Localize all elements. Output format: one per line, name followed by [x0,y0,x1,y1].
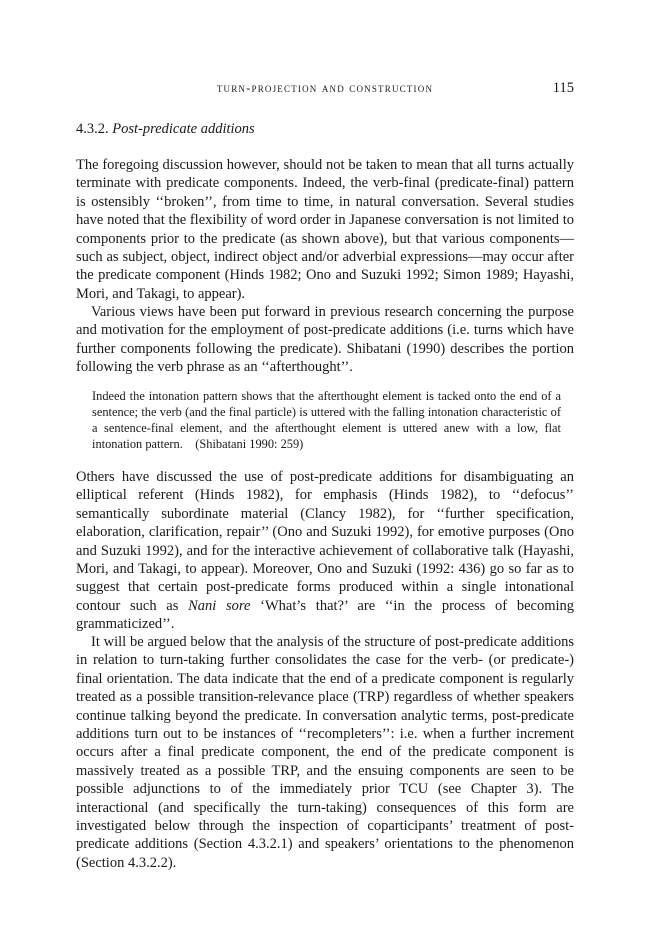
paragraph-4: It will be argued below that the analysis of the structure of post-predicate additions in relation to turn-taking further consolidates the case for the verb- (or predicate-) final orientation. The data indicate that the end of a predicate component is regularly treated as a possible transition-relevance place (TRP) regardless of whether speakers continue talking beyond the predicate. In conversation analytic terms, post-predicate additions turn out to be instances of ‘‘recompleters’’: i.e. when a further increment occurs after a final predicate component, the end of the predicate component is massively treated as a possible TRP, and the ensuing components are seen to be possible adjunctions to of the immediately prior TCU (see Chapter 3). The interactional (and specifically the turn-taking) consequences of this form are investigated below through the inspection of coparticipants’ treatment of post-predicate additions (Section 4.3.2.1) and speakers’ orientations to the phenomenon (Section 4.3.2.2). [76,634,574,871]
section-heading [76,120,255,138]
section-title: Post-predicate additions [112,121,255,137]
paragraph-2: Various views have been put forward in previous research concerning the purpose and motivation for the employment of post-predicate additions (i.e. turns which have further components following the predicate). Shibatani (1990) describes the portion following the verb phrase as an ‘‘afterthought’’. [76,304,574,376]
paragraph-3 [76,468,574,634]
paragraph-3-example: Nani sore [188,597,251,614]
running-head-title: turn-projection and construction [216,81,434,95]
block-quote [92,388,561,452]
section-number: 4.3.2. [76,121,109,137]
paragraph-1: The foregoing discussion however, should not be taken to mean that all turns actually terminate with predicate components. Indeed, the verb-final (predicate-final) pattern is ostensibly ‘‘broken’’, from time to time, in natural conversation. Several studies have noted that the flexibility of word order in Japanese conversation is not limited to components prior to the predicate (as shown above), but that various components—such as subject, object, indirect object and/or adverbial expressions—may occur after the predicate component (Hinds 1982; Ono and Suzuki 1992; Simon 1989; Hayashi, Mori, and Takagi, to appear). [76,157,574,302]
paragraph-3-part-2: ‘What’s that?’ are ‘‘in the process of becoming grammaticized’’. [76,597,575,633]
page-number: 115 [552,80,574,96]
running-head [76,81,574,99]
paragraph-3-part-1: Others have discussed the use of post-predicate additions for disambiguating an elliptical referent (Hinds 1982), for emphasis (Hinds 1982), to ‘‘defocus’’ semantically subordinate material (Clancy 1982), for ‘‘further specification, elaboration, clarification, repair’’ (Ono and Suzuki 1992), for emotive purposes (Ono and Suzuki 1992), and for the interactive achievement of collaborative talk (Hayashi, Mori, and Takagi, to appear). Moreover, Ono and Suzuki (1992: 436) go so far as to suggest that certain post-predicate forms produced within a single intonational contour such as [76,469,574,614]
block-quote-text: Indeed the intonation pattern shows that the afterthought element is tacked onto the end of a sentence; the verb (and the final particle) is uttered with the falling intonation characteristic of a sentence-final element, and the afterthought element is uttered anew with a low, flat intonation pattern. [92,389,561,451]
block-quote-citation: (Shibatani 1990: 259) [195,437,304,451]
